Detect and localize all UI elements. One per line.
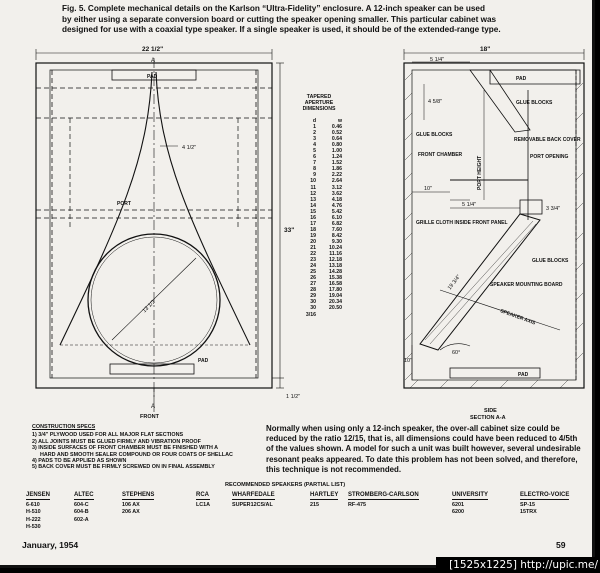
side-dim-4-5-8: 4 5/8" [428, 99, 443, 105]
speaker-brand: WHARFEDALE [232, 492, 275, 498]
aperture-w-value: 0.52 [331, 130, 342, 137]
side-section-label-1: SIDE [484, 408, 497, 414]
recommended-title: RECOMMENDED SPEAKERS (PARTIAL LIST) [225, 482, 346, 488]
speaker-model: RF-475 [348, 502, 366, 508]
speaker-model: SUPER12CS/AL [232, 502, 273, 508]
side-pad-top: PAD [516, 76, 527, 82]
aperture-d-value: 5 [313, 148, 316, 155]
speaker-model: 206 AX [122, 509, 140, 516]
footer-date: January, 1954 [22, 540, 79, 550]
aperture-row [300, 305, 342, 317]
speaker-brand-column [520, 492, 569, 517]
figure-caption: Fig. 5. Complete mechanical details on the Karlson “Ultra-Fidelity” enclosure. A 12-inch speaker can be used by either using a separate conversion board or cutting the speaker opening smaller. This particular cabinet was designed for use with a coaxial type speaker. If a single speaker is used, it should be of the extended-range type. [62, 4, 501, 34]
aperture-d-value: 23 [310, 257, 316, 264]
aperture-w-value: 14.28 [329, 269, 342, 276]
aperture-d-value: 28 [310, 287, 316, 294]
construction-title: CONSTRUCTION SPECS [32, 424, 96, 430]
construction-specs [32, 424, 262, 471]
aperture-d-value: 3 [313, 136, 316, 143]
speaker-model: LC1A [196, 502, 211, 508]
side-port-height: PORT HEIGHT [477, 155, 483, 190]
side-speaker-axis: SPEAKER AXIS [499, 308, 537, 327]
aperture-d-value: 12 [310, 190, 316, 197]
aperture-w-value: 5.42 [331, 208, 342, 215]
aperture-w-value: 1.00 [331, 148, 342, 155]
speaker-model: 6-610 [26, 502, 40, 508]
front-label: FRONT [140, 414, 159, 420]
side-top-dim: 5 1/4" [430, 57, 445, 63]
aperture-d-value: 1 [313, 124, 316, 131]
front-throat-dim: 4 1/2" [182, 145, 197, 151]
aperture-d-value: 2 [313, 130, 316, 137]
aperture-d-value: 9 [313, 172, 316, 179]
speaker-brand-column [122, 492, 154, 517]
construction-item: HARD AND SMOOTH SEALER COMPOUND OR FOUR COATS OF SHELLAC [40, 451, 233, 458]
aperture-w-value: 11.16 [329, 251, 342, 258]
front-bottom-marker: A [151, 404, 156, 410]
construction-item: 5) BACK COVER MUST BE FIRMLY SCREWED ON IN FINAL ASSEMBLY [32, 464, 215, 471]
construction-item: 1) 3/4" PLYWOOD USED FOR ALL MAJOR FLAT SECTIONS [32, 432, 184, 439]
aperture-d-value: 19 [310, 232, 316, 239]
speaker-brand: HARTLEY [310, 492, 339, 498]
front-top-marker: A [151, 58, 156, 64]
aperture-w-value: 17.80 [329, 287, 342, 294]
side-dim-5-1-4: 5 1/4" [462, 202, 477, 208]
side-dim-3-3-4: 3 3/4" [546, 206, 561, 212]
aperture-d-value: 26 [310, 275, 316, 282]
speaker-brand-column [26, 492, 50, 532]
aperture-w-value: 2.64 [331, 178, 342, 185]
aperture-w-value: 1.52 [331, 160, 342, 167]
speaker-brand-column [310, 492, 338, 509]
side-dim-10: 10" [424, 186, 433, 192]
side-section-label-2: SECTION A-A [470, 415, 506, 421]
aperture-d-value: 30 3/16 [305, 305, 316, 318]
aperture-w-value: 8.42 [331, 232, 342, 239]
speaker-brand: RCA [196, 492, 209, 498]
footer-page-number: 59 [556, 540, 566, 550]
speaker-brand: STEPHENS [122, 492, 155, 498]
speaker-model: 215 [310, 502, 319, 508]
aperture-w-value: 10.24 [329, 244, 342, 251]
aperture-d-value: 20 [310, 238, 316, 245]
aperture-w-value: 15.38 [329, 275, 342, 282]
speaker-brand-column [452, 492, 488, 517]
speaker-brand: UNIVERSITY [452, 492, 489, 498]
aperture-d-value: 16 [310, 214, 316, 221]
speaker-model: 15TRX [520, 509, 537, 516]
side-angle: 60° [452, 350, 461, 356]
front-pad-bottom: PAD [198, 358, 209, 364]
side-width-dim: 18" [480, 46, 491, 53]
front-speaker-dim: 13 1/2 [141, 299, 157, 315]
aperture-w-value: 2.22 [331, 172, 342, 179]
aperture-w-value: 3.62 [331, 190, 342, 197]
aperture-d-value: 22 [310, 251, 316, 258]
aperture-d-value: 7 [313, 160, 316, 167]
speaker-model: SP-15 [520, 502, 535, 508]
aperture-w-value: 1.24 [331, 154, 342, 161]
side-removable-back: REMOVABLE BACK COVER [514, 137, 581, 143]
front-width-dim: 22 1/2" [142, 46, 164, 53]
aperture-w-value: 1.86 [331, 166, 342, 173]
side-glue-blocks-top: GLUE BLOCKS [516, 100, 553, 106]
construction-item: 3) INSIDE SURFACES OF FRONT CHAMBER MUST BE FINISHED WITH A [32, 445, 219, 452]
speaker-brand-column [74, 492, 94, 524]
aperture-w-value: 7.60 [331, 226, 342, 233]
speaker-model: 602-A [74, 516, 89, 523]
watermark-banner: [1525x1225] http://upic.me/ [436, 557, 600, 573]
aperture-w-value: 6.82 [331, 220, 342, 227]
speaker-brand: STROMBERG-CARLSON [348, 492, 419, 498]
speaker-brand-column [196, 492, 210, 509]
aperture-w-value: 20.50 [329, 305, 342, 312]
aperture-w-value: 19.04 [329, 293, 342, 300]
aperture-w-value: 0.64 [331, 136, 342, 143]
aperture-d-value: 24 [310, 263, 316, 270]
aperture-d-value: 10 [310, 178, 316, 185]
aperture-w-value: 4.18 [331, 196, 342, 203]
speaker-brand: ALTEC [74, 492, 94, 498]
side-glue-blocks-left: GLUE BLOCKS [416, 132, 453, 138]
speaker-brand-column [232, 492, 275, 509]
construction-item: 4) PADS TO BE APPLIED AS SHOWN [32, 458, 127, 465]
aperture-d-value: 18 [310, 226, 316, 233]
aperture-table [300, 118, 342, 318]
speaker-model: 6200 [452, 509, 464, 516]
speaker-brand: ELECTRO-VOICE [520, 492, 570, 498]
aperture-w-value: 0.80 [331, 142, 342, 149]
speaker-model: 604-C [74, 502, 89, 508]
front-pad-top: PAD [147, 74, 158, 80]
side-dim-10-bottom: 10" [404, 358, 413, 364]
aperture-w-value: 20.34 [329, 299, 342, 306]
speaker-model: H-510 [26, 509, 41, 516]
side-port-opening: PORT OPENING [530, 154, 569, 160]
aperture-w-value: 6.10 [331, 214, 342, 221]
side-glue-blocks-right: GLUE BLOCKS [532, 258, 569, 264]
aperture-table-header: d w [312, 118, 342, 124]
aperture-d-value: 17 [310, 220, 316, 227]
construction-item: 2) ALL JOINTS MUST BE GLUED FIRMLY AND VIBRATION PROOF [32, 438, 201, 445]
aperture-w-value: 4.76 [331, 202, 342, 209]
aperture-w-value: 16.58 [329, 281, 342, 288]
aperture-w-value: 3.12 [331, 184, 342, 191]
aperture-d-value: 14 [310, 202, 316, 209]
aperture-d-value: 29 [310, 293, 316, 300]
aperture-rows [300, 124, 342, 318]
aperture-d-value: 25 [310, 269, 316, 276]
speaker-brand: JENSEN [26, 492, 51, 498]
speaker-brand-column [348, 492, 419, 509]
aperture-d-value: 4 [313, 142, 316, 149]
aperture-d-value: 13 [310, 196, 316, 203]
side-front-chamber: FRONT CHAMBER [418, 152, 463, 158]
speaker-model: 106 AX [122, 502, 140, 508]
side-mounting-board: SPEAKER MOUNTING BOARD [490, 282, 563, 288]
front-bottom-dim: 1 1/2" [286, 394, 301, 400]
body-paragraph: Normally when using only a 12-inch speaker, the over-all cabinet size could be reduced by the ratio 12/15, that is, all dimensions could have been reduced to 4/5th of the values shown. A model for such a unit was built however, several undesirable resonant peaks appeared. To date this problem has not been solved, and therefore, this technique is not recommended. [266, 424, 581, 474]
front-height-dim: 33" [284, 227, 295, 234]
aperture-w-value: 13.18 [329, 263, 342, 270]
side-pad-bottom: PAD [518, 372, 529, 378]
aperture-d-value: 30 [310, 299, 316, 306]
side-grille-cloth: GRILLE CLOTH INSIDE FRONT PANEL [416, 220, 508, 226]
aperture-d-value: 8 [313, 166, 316, 173]
speaker-model: 6201 [452, 502, 464, 508]
speaker-model: H-530 [26, 524, 41, 531]
aperture-d-value: 21 [310, 244, 316, 251]
aperture-d-value: 6 [313, 154, 316, 161]
aperture-d-value: 15 [310, 208, 316, 215]
aperture-w-value: 0.46 [331, 124, 342, 131]
side-dim-19-3-4: 19 3/4" [446, 273, 463, 292]
aperture-title: TAPERED APERTURE DIMENSIONS [302, 94, 336, 112]
aperture-d-value: 11 [310, 184, 316, 191]
front-port-label: PORT [117, 201, 131, 207]
aperture-d-value: 27 [310, 281, 316, 288]
aperture-w-value: 12.18 [329, 257, 342, 264]
aperture-w-value: 9.30 [331, 238, 342, 245]
speaker-model: 604-B [74, 509, 89, 516]
speaker-model: H-222 [26, 516, 41, 523]
